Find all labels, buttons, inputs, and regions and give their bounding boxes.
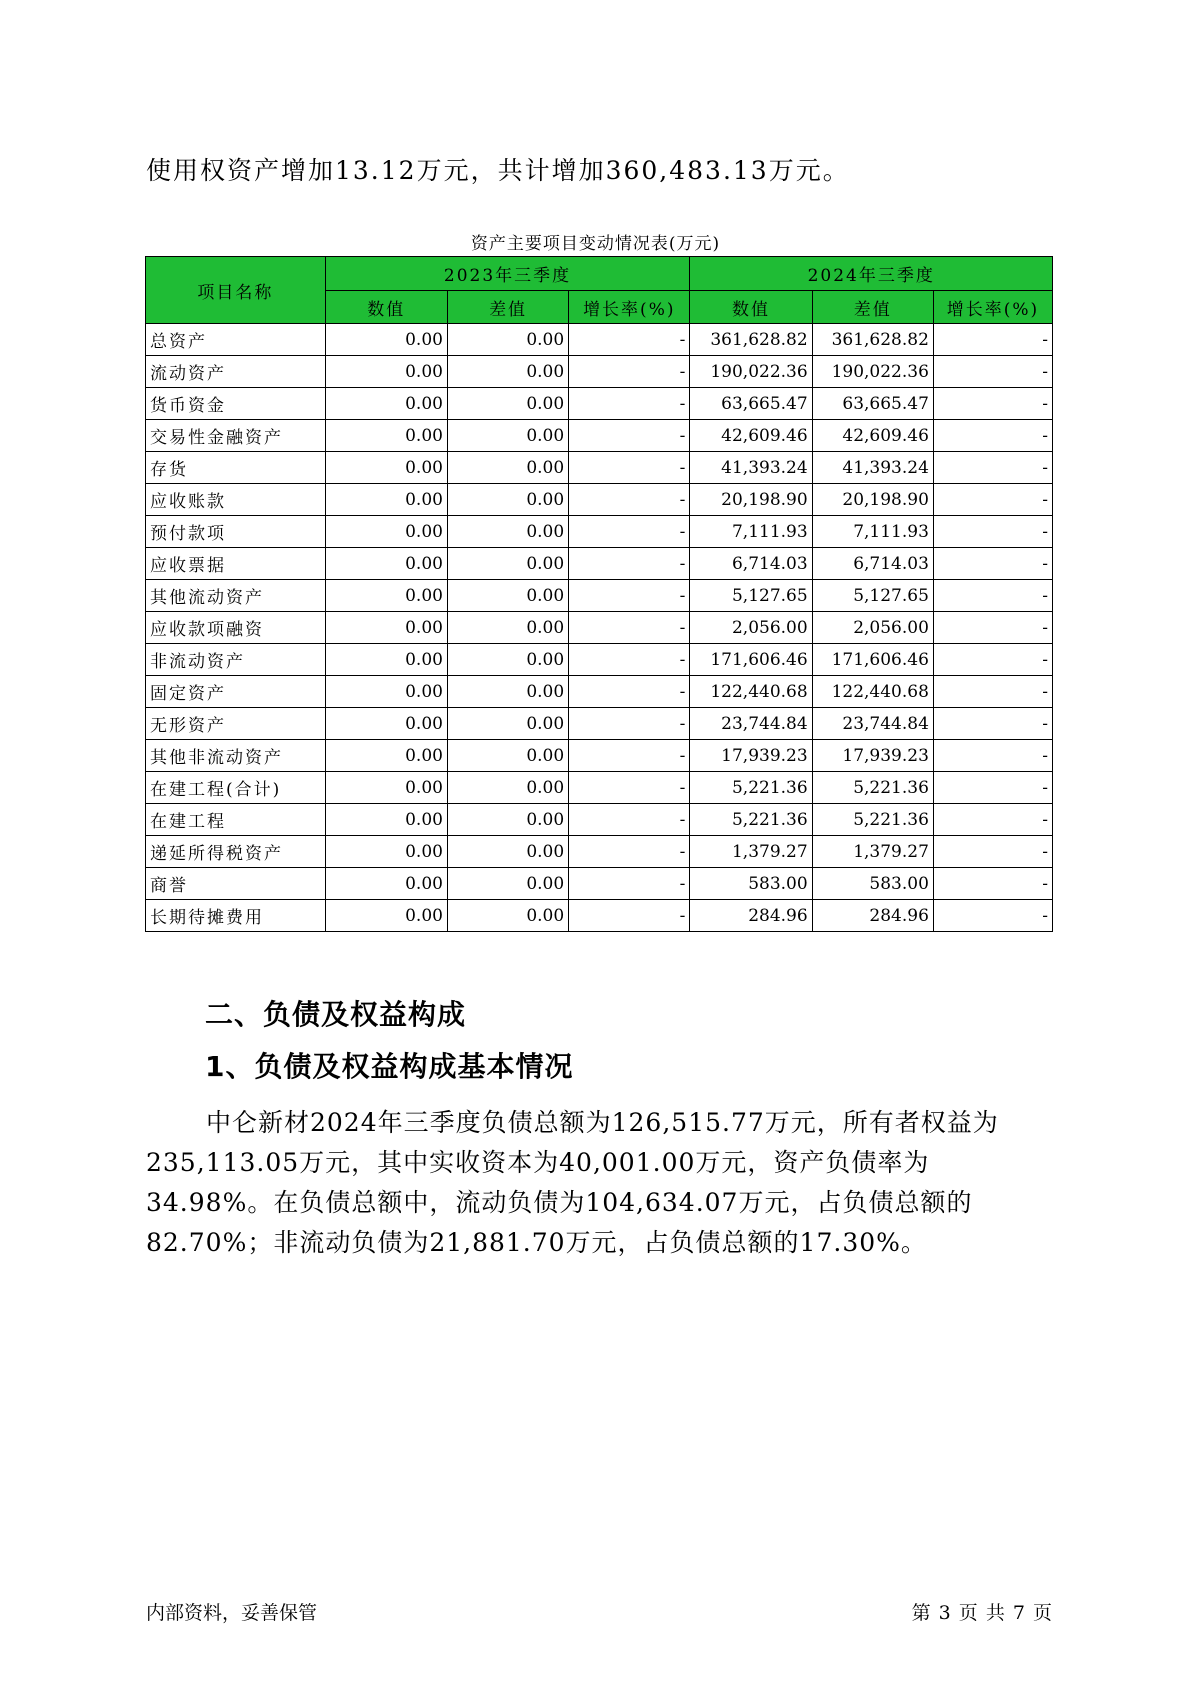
cell-d2024: 23,744.84 bbox=[812, 708, 933, 740]
header-period-2024: 2024年三季度 bbox=[690, 257, 1053, 291]
cell-d2023: 0.00 bbox=[447, 868, 568, 900]
table-row bbox=[146, 644, 1053, 676]
table-body bbox=[146, 324, 1053, 932]
cell-g2023: - bbox=[569, 420, 690, 452]
cell-v2024: 5,221.36 bbox=[690, 804, 812, 836]
cell-g2024: - bbox=[933, 868, 1052, 900]
table-row bbox=[146, 868, 1053, 900]
cell-v2023: 0.00 bbox=[325, 676, 447, 708]
footer-confidential: 内部资料，妥善保管 bbox=[146, 1602, 318, 1624]
cell-g2023: - bbox=[569, 740, 690, 772]
table-row bbox=[146, 452, 1053, 484]
cell-name: 固定资产 bbox=[146, 676, 326, 708]
cell-v2023: 0.00 bbox=[325, 804, 447, 836]
header-item-name: 项目名称 bbox=[146, 257, 326, 324]
cell-d2024: 1,379.27 bbox=[812, 836, 933, 868]
intro-text: 使用权资产增加13.12万元，共计增加360,483.13万元。 bbox=[146, 156, 850, 185]
cell-v2023: 0.00 bbox=[325, 580, 447, 612]
cell-g2023: - bbox=[569, 836, 690, 868]
table-row bbox=[146, 580, 1053, 612]
cell-d2023: 0.00 bbox=[447, 356, 568, 388]
cell-d2024: 5,221.36 bbox=[812, 804, 933, 836]
paragraph-text: 中仑新材2024年三季度负债总额为126,515.77万元，所有者权益为235,113.05万元，其中实收资本为40,001.00万元，资产负债率为34.98%。在负债总额中，流动负债为104,634.07万元，占负债总额的82.70%；非流动负债为21,881.70万元，占负债总额的17.30%。 bbox=[146, 1108, 999, 1257]
cell-d2023: 0.00 bbox=[447, 612, 568, 644]
cell-v2023: 0.00 bbox=[325, 772, 447, 804]
cell-d2024: 41,393.24 bbox=[812, 452, 933, 484]
cell-g2024: - bbox=[933, 452, 1052, 484]
cell-v2024: 190,022.36 bbox=[690, 356, 812, 388]
cell-v2024: 6,714.03 bbox=[690, 548, 812, 580]
cell-name: 递延所得税资产 bbox=[146, 836, 326, 868]
cell-d2023: 0.00 bbox=[447, 836, 568, 868]
cell-d2024: 284.96 bbox=[812, 900, 933, 932]
cell-d2024: 171,606.46 bbox=[812, 644, 933, 676]
cell-v2024: 42,609.46 bbox=[690, 420, 812, 452]
cell-v2024: 5,127.65 bbox=[690, 580, 812, 612]
cell-g2023: - bbox=[569, 644, 690, 676]
cell-d2024: 583.00 bbox=[812, 868, 933, 900]
cell-d2023: 0.00 bbox=[447, 580, 568, 612]
cell-d2024: 20,198.90 bbox=[812, 484, 933, 516]
table-row bbox=[146, 804, 1053, 836]
cell-d2023: 0.00 bbox=[447, 516, 568, 548]
cell-v2024: 5,221.36 bbox=[690, 772, 812, 804]
cell-v2023: 0.00 bbox=[325, 516, 447, 548]
cell-v2024: 7,111.93 bbox=[690, 516, 812, 548]
cell-d2024: 6,714.03 bbox=[812, 548, 933, 580]
cell-g2023: - bbox=[569, 388, 690, 420]
header-value-2023: 数值 bbox=[325, 291, 447, 324]
cell-d2024: 5,127.65 bbox=[812, 580, 933, 612]
cell-d2024: 42,609.46 bbox=[812, 420, 933, 452]
cell-name: 应收款项融资 bbox=[146, 612, 326, 644]
cell-d2024: 2,056.00 bbox=[812, 612, 933, 644]
cell-d2023: 0.00 bbox=[447, 420, 568, 452]
table-row bbox=[146, 612, 1053, 644]
cell-name: 流动资产 bbox=[146, 356, 326, 388]
cell-v2023: 0.00 bbox=[325, 900, 447, 932]
cell-d2023: 0.00 bbox=[447, 452, 568, 484]
cell-g2023: - bbox=[569, 516, 690, 548]
cell-v2023: 0.00 bbox=[325, 548, 447, 580]
cell-name: 在建工程(合计) bbox=[146, 772, 326, 804]
table-row bbox=[146, 548, 1053, 580]
cell-name: 其他流动资产 bbox=[146, 580, 326, 612]
cell-name: 总资产 bbox=[146, 324, 326, 356]
table-row bbox=[146, 388, 1053, 420]
cell-d2024: 5,221.36 bbox=[812, 772, 933, 804]
cell-g2024: - bbox=[933, 548, 1052, 580]
footer-page-number: 第 3 页 共 7 页 bbox=[911, 1602, 1053, 1624]
cell-v2023: 0.00 bbox=[325, 868, 447, 900]
table-row bbox=[146, 420, 1053, 452]
cell-d2023: 0.00 bbox=[447, 804, 568, 836]
cell-d2024: 122,440.68 bbox=[812, 676, 933, 708]
table-row bbox=[146, 516, 1053, 548]
cell-v2023: 0.00 bbox=[325, 484, 447, 516]
cell-name: 存货 bbox=[146, 452, 326, 484]
cell-v2024: 20,198.90 bbox=[690, 484, 812, 516]
cell-v2023: 0.00 bbox=[325, 612, 447, 644]
cell-name: 应收票据 bbox=[146, 548, 326, 580]
cell-d2023: 0.00 bbox=[447, 900, 568, 932]
cell-g2023: - bbox=[569, 324, 690, 356]
header-diff-2023: 差值 bbox=[447, 291, 568, 324]
cell-g2023: - bbox=[569, 868, 690, 900]
cell-v2023: 0.00 bbox=[325, 420, 447, 452]
header-diff-2024: 差值 bbox=[812, 291, 933, 324]
cell-name: 应收账款 bbox=[146, 484, 326, 516]
cell-v2024: 171,606.46 bbox=[690, 644, 812, 676]
cell-g2024: - bbox=[933, 388, 1052, 420]
cell-v2023: 0.00 bbox=[325, 836, 447, 868]
cell-d2024: 63,665.47 bbox=[812, 388, 933, 420]
cell-v2023: 0.00 bbox=[325, 708, 447, 740]
cell-v2023: 0.00 bbox=[325, 324, 447, 356]
cell-g2023: - bbox=[569, 580, 690, 612]
table-row bbox=[146, 708, 1053, 740]
table-row bbox=[146, 356, 1053, 388]
cell-d2023: 0.00 bbox=[447, 708, 568, 740]
cell-g2024: - bbox=[933, 836, 1052, 868]
table-row bbox=[146, 740, 1053, 772]
cell-d2024: 361,628.82 bbox=[812, 324, 933, 356]
cell-name: 商誉 bbox=[146, 868, 326, 900]
cell-g2024: - bbox=[933, 324, 1052, 356]
asset-changes-table bbox=[145, 256, 1053, 932]
cell-name: 长期待摊费用 bbox=[146, 900, 326, 932]
cell-g2023: - bbox=[569, 484, 690, 516]
cell-v2024: 17,939.23 bbox=[690, 740, 812, 772]
cell-g2023: - bbox=[569, 900, 690, 932]
cell-d2023: 0.00 bbox=[447, 548, 568, 580]
cell-v2024: 284.96 bbox=[690, 900, 812, 932]
cell-v2024: 361,628.82 bbox=[690, 324, 812, 356]
cell-v2024: 23,744.84 bbox=[690, 708, 812, 740]
cell-d2024: 7,111.93 bbox=[812, 516, 933, 548]
cell-g2024: - bbox=[933, 644, 1052, 676]
cell-g2023: - bbox=[569, 612, 690, 644]
cell-g2024: - bbox=[933, 676, 1052, 708]
header-period-2023: 2023年三季度 bbox=[325, 257, 690, 291]
cell-g2023: - bbox=[569, 548, 690, 580]
header-growth-2024: 增长率(%) bbox=[933, 291, 1052, 324]
cell-d2023: 0.00 bbox=[447, 676, 568, 708]
cell-d2023: 0.00 bbox=[447, 324, 568, 356]
table-row bbox=[146, 676, 1053, 708]
cell-v2024: 63,665.47 bbox=[690, 388, 812, 420]
cell-g2023: - bbox=[569, 804, 690, 836]
cell-g2023: - bbox=[569, 356, 690, 388]
table-row bbox=[146, 324, 1053, 356]
cell-g2024: - bbox=[933, 516, 1052, 548]
cell-d2023: 0.00 bbox=[447, 772, 568, 804]
cell-g2024: - bbox=[933, 900, 1052, 932]
section-paragraph bbox=[146, 1103, 1051, 1263]
cell-name: 交易性金融资产 bbox=[146, 420, 326, 452]
cell-d2024: 17,939.23 bbox=[812, 740, 933, 772]
section-heading: 二、负债及权益构成 bbox=[205, 998, 467, 1031]
table-row bbox=[146, 836, 1053, 868]
table-row bbox=[146, 900, 1053, 932]
cell-v2024: 122,440.68 bbox=[690, 676, 812, 708]
cell-g2024: - bbox=[933, 356, 1052, 388]
cell-name: 货币资金 bbox=[146, 388, 326, 420]
section-subheading: 1、负债及权益构成基本情况 bbox=[205, 1050, 574, 1083]
cell-name: 在建工程 bbox=[146, 804, 326, 836]
cell-d2023: 0.00 bbox=[447, 740, 568, 772]
cell-v2023: 0.00 bbox=[325, 356, 447, 388]
cell-g2024: - bbox=[933, 420, 1052, 452]
cell-v2024: 1,379.27 bbox=[690, 836, 812, 868]
cell-name: 无形资产 bbox=[146, 708, 326, 740]
cell-v2023: 0.00 bbox=[325, 388, 447, 420]
cell-g2024: - bbox=[933, 580, 1052, 612]
cell-g2023: - bbox=[569, 452, 690, 484]
cell-v2023: 0.00 bbox=[325, 644, 447, 676]
cell-v2023: 0.00 bbox=[325, 452, 447, 484]
cell-d2024: 190,022.36 bbox=[812, 356, 933, 388]
table-row bbox=[146, 484, 1053, 516]
cell-g2024: - bbox=[933, 612, 1052, 644]
cell-name: 其他非流动资产 bbox=[146, 740, 326, 772]
cell-g2024: - bbox=[933, 772, 1052, 804]
table-caption: 资产主要项目变动情况表(万元) bbox=[470, 234, 721, 254]
cell-g2024: - bbox=[933, 740, 1052, 772]
cell-v2024: 583.00 bbox=[690, 868, 812, 900]
cell-g2024: - bbox=[933, 804, 1052, 836]
header-value-2024: 数值 bbox=[690, 291, 812, 324]
cell-d2023: 0.00 bbox=[447, 388, 568, 420]
cell-g2024: - bbox=[933, 708, 1052, 740]
cell-d2023: 0.00 bbox=[447, 484, 568, 516]
cell-g2024: - bbox=[933, 484, 1052, 516]
cell-d2023: 0.00 bbox=[447, 644, 568, 676]
table-row bbox=[146, 772, 1053, 804]
cell-v2023: 0.00 bbox=[325, 740, 447, 772]
cell-name: 预付款项 bbox=[146, 516, 326, 548]
cell-v2024: 2,056.00 bbox=[690, 612, 812, 644]
cell-g2023: - bbox=[569, 676, 690, 708]
cell-v2024: 41,393.24 bbox=[690, 452, 812, 484]
header-growth-2023: 增长率(%) bbox=[569, 291, 690, 324]
cell-name: 非流动资产 bbox=[146, 644, 326, 676]
cell-g2023: - bbox=[569, 772, 690, 804]
cell-g2023: - bbox=[569, 708, 690, 740]
